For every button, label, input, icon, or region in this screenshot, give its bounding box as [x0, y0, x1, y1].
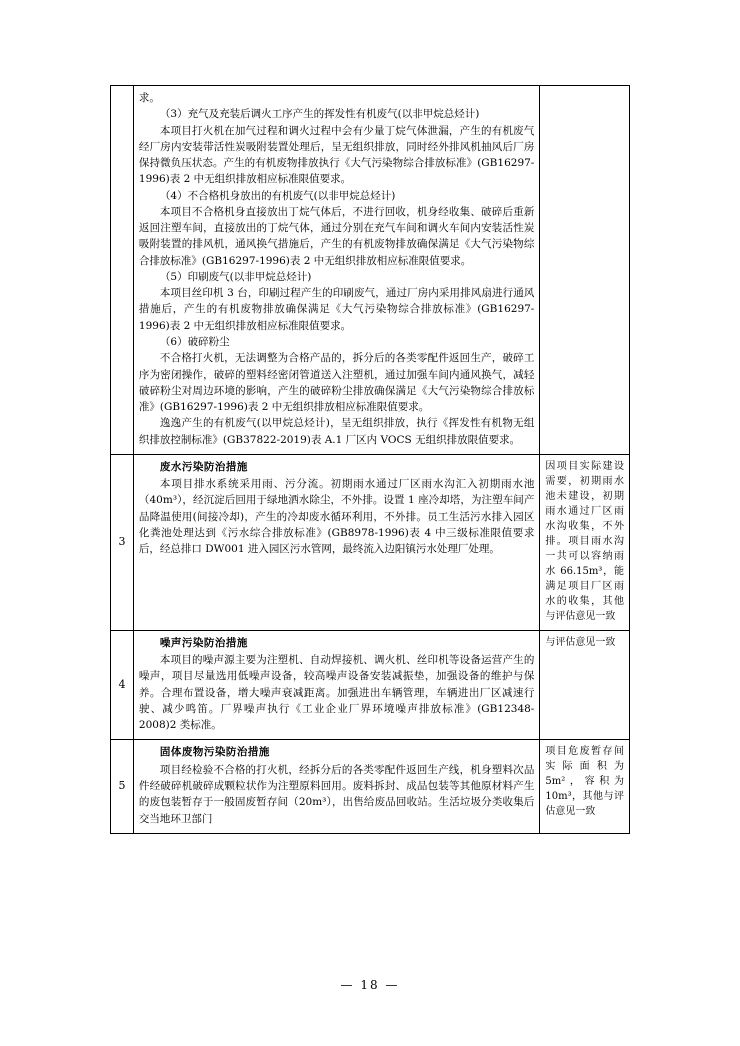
row-note [540, 740, 630, 833]
row-number-cell-continuation [111, 86, 134, 455]
table-row [111, 630, 630, 740]
row-number-cell: 5 [111, 740, 134, 833]
paragraph: 本项目丝印机 3 台，印刷过程产生的印刷废气，通过厂房内采用排风扇进行通风措施后，产生的有机废物排放确保满足《大气污染物综合排放标准》(GB16297-1996)表 2 中无组织排放相应标准限值要求。 [138, 287, 535, 332]
row-title: 废水污染防治措施 [159, 460, 248, 473]
paragraph: （4）不合格机身放出的有机废气(以非甲烷总烃计) [159, 189, 396, 202]
note-text: 因项目实际建设需要，初期雨水池未建设，初期雨水通过厂区雨水沟收集，不外排。项目雨水沟一共可以容纳雨水 66.15m³，能满足项目厂区雨水的收集，其他与评估意见一致 [545, 460, 624, 622]
paragraph: （5）印刷废气(以非甲烷总烃计) [159, 270, 312, 283]
pollution-control-measures-table [110, 85, 630, 834]
paragraph: 本项目打火机在加气过程和调火过程中会有少量丁烷气体泄漏，产生的有机废气经厂房内安装带活性炭吸附装置处理后，呈无组织排放，同时经外排风机抽风后厂房保持微负压状态。产生的有机废物排放执行《大气污染物综合排放标准》(GB16297-1996)表 2 中无组织排放相应标准限值要求。 [138, 124, 535, 186]
row-content [133, 454, 539, 630]
paragraph: 本项目排水系统采用雨、污分流。初期雨水通过厂区雨水沟汇入初期雨水池（40m³），经沉淀后回用于绿地洒水除尘，不外排。设置 1 座冷却塔，为注塑车间产品降温使用(间接冷却)，产生的冷却废水循环利用，不外排。员工生活污水排入园区化粪池处理达到《污水综合排放标准》(GB8978-1996)表 4 中三级标准限值要求后，经总排口 DW001 进入园区污水管网，最终流入边阳镇污水处理厂处理。 [138, 478, 535, 556]
row-number-cell: 4 [111, 630, 134, 740]
row-content-continuation [133, 86, 539, 455]
row-note [540, 454, 630, 630]
paragraph: 求。 [138, 92, 160, 104]
row-title: 固体废物污染防治措施 [159, 746, 270, 759]
page-number: — 18 — [340, 978, 400, 992]
paragraph: 本项目不合格机身直接放出丁烷气体后，不进行回收，机身经收集、破碎后重新返回注塑车间，直接放出的丁烷气体，通过分别在充气车间和调火车间内安装活性炭吸附装置的排风机，通风换气措施后，产生的有机废物排放确保满足《大气污染物综合排放标准》(GB16297-1996)表 2 中无组织排放相应标准限值要求。 [138, 205, 535, 267]
row-note [540, 630, 630, 740]
table-row [111, 740, 630, 833]
row-title: 噪声污染防治措施 [159, 636, 248, 649]
row-note-continuation [540, 86, 630, 455]
note-text: 项目危废暂存间实际面积为 5m²，容积为 10m³，其他与评估意见一致 [545, 746, 624, 818]
row-content [133, 740, 539, 833]
paragraph: 不合格打火机，无法调整为合格产品的，拆分后的各类零配件返回生产，破碎工序为密闭操作，破碎的塑料经密闭管道送入注塑机，通过加强车间内通风换气，减轻破碎粉尘对周边环境的影响，产生的破碎粉尘排放确保满足《大气污染物综合排放标准》(GB16297-1996)表 2 中无组织排放相应标准限值要求。 [138, 352, 535, 414]
row-content [133, 630, 539, 740]
table-row-continuation [111, 86, 630, 455]
paragraph: （3）充气及充装后调火工序产生的挥发性有机废气(以非甲烷总烃计) [159, 108, 480, 121]
table-row [111, 454, 630, 630]
paragraph: 逸逸产生的有机废气(以甲烷总烃计)，呈无组织排放，执行《挥发性有机物无组织排放控制标准》(GB37822-2019)表 A.1 厂区内 VOCS 无组织排放限值要求。 [138, 417, 535, 446]
row-number-cell: 3 [111, 454, 134, 630]
note-text: 与评估意见一致 [545, 636, 616, 648]
paragraph: 项目经检验不合格的打火机，经拆分后的各类零配件返回生产线，机身塑料次品件经破碎机破碎成颗粒状作为注塑原料回用。废料拆封、成品包装等其他原材料产生的废包装暂存于一般固废暂存间（20m³），出售给废品回收站。生活垃圾分类收集后交当地环卫部门 [138, 763, 535, 825]
paragraph: 本项目的噪声源主要为注塑机、自动焊接机、调火机、丝印机等设备运营产生的噪声，项目尽量选用低噪声设备，较高噪声设备安装减振垫，加强设备的维护与保养。合理布置设备，增大噪声衰减距离。加强进出车辆管理，车辆进出厂区减速行驶、减少鸣笛。厂界噪声执行《工业企业厂界环境噪声排放标准》(GB12348-2008)2 类标准。 [138, 654, 535, 732]
paragraph: （6）破碎粉尘 [159, 335, 230, 348]
